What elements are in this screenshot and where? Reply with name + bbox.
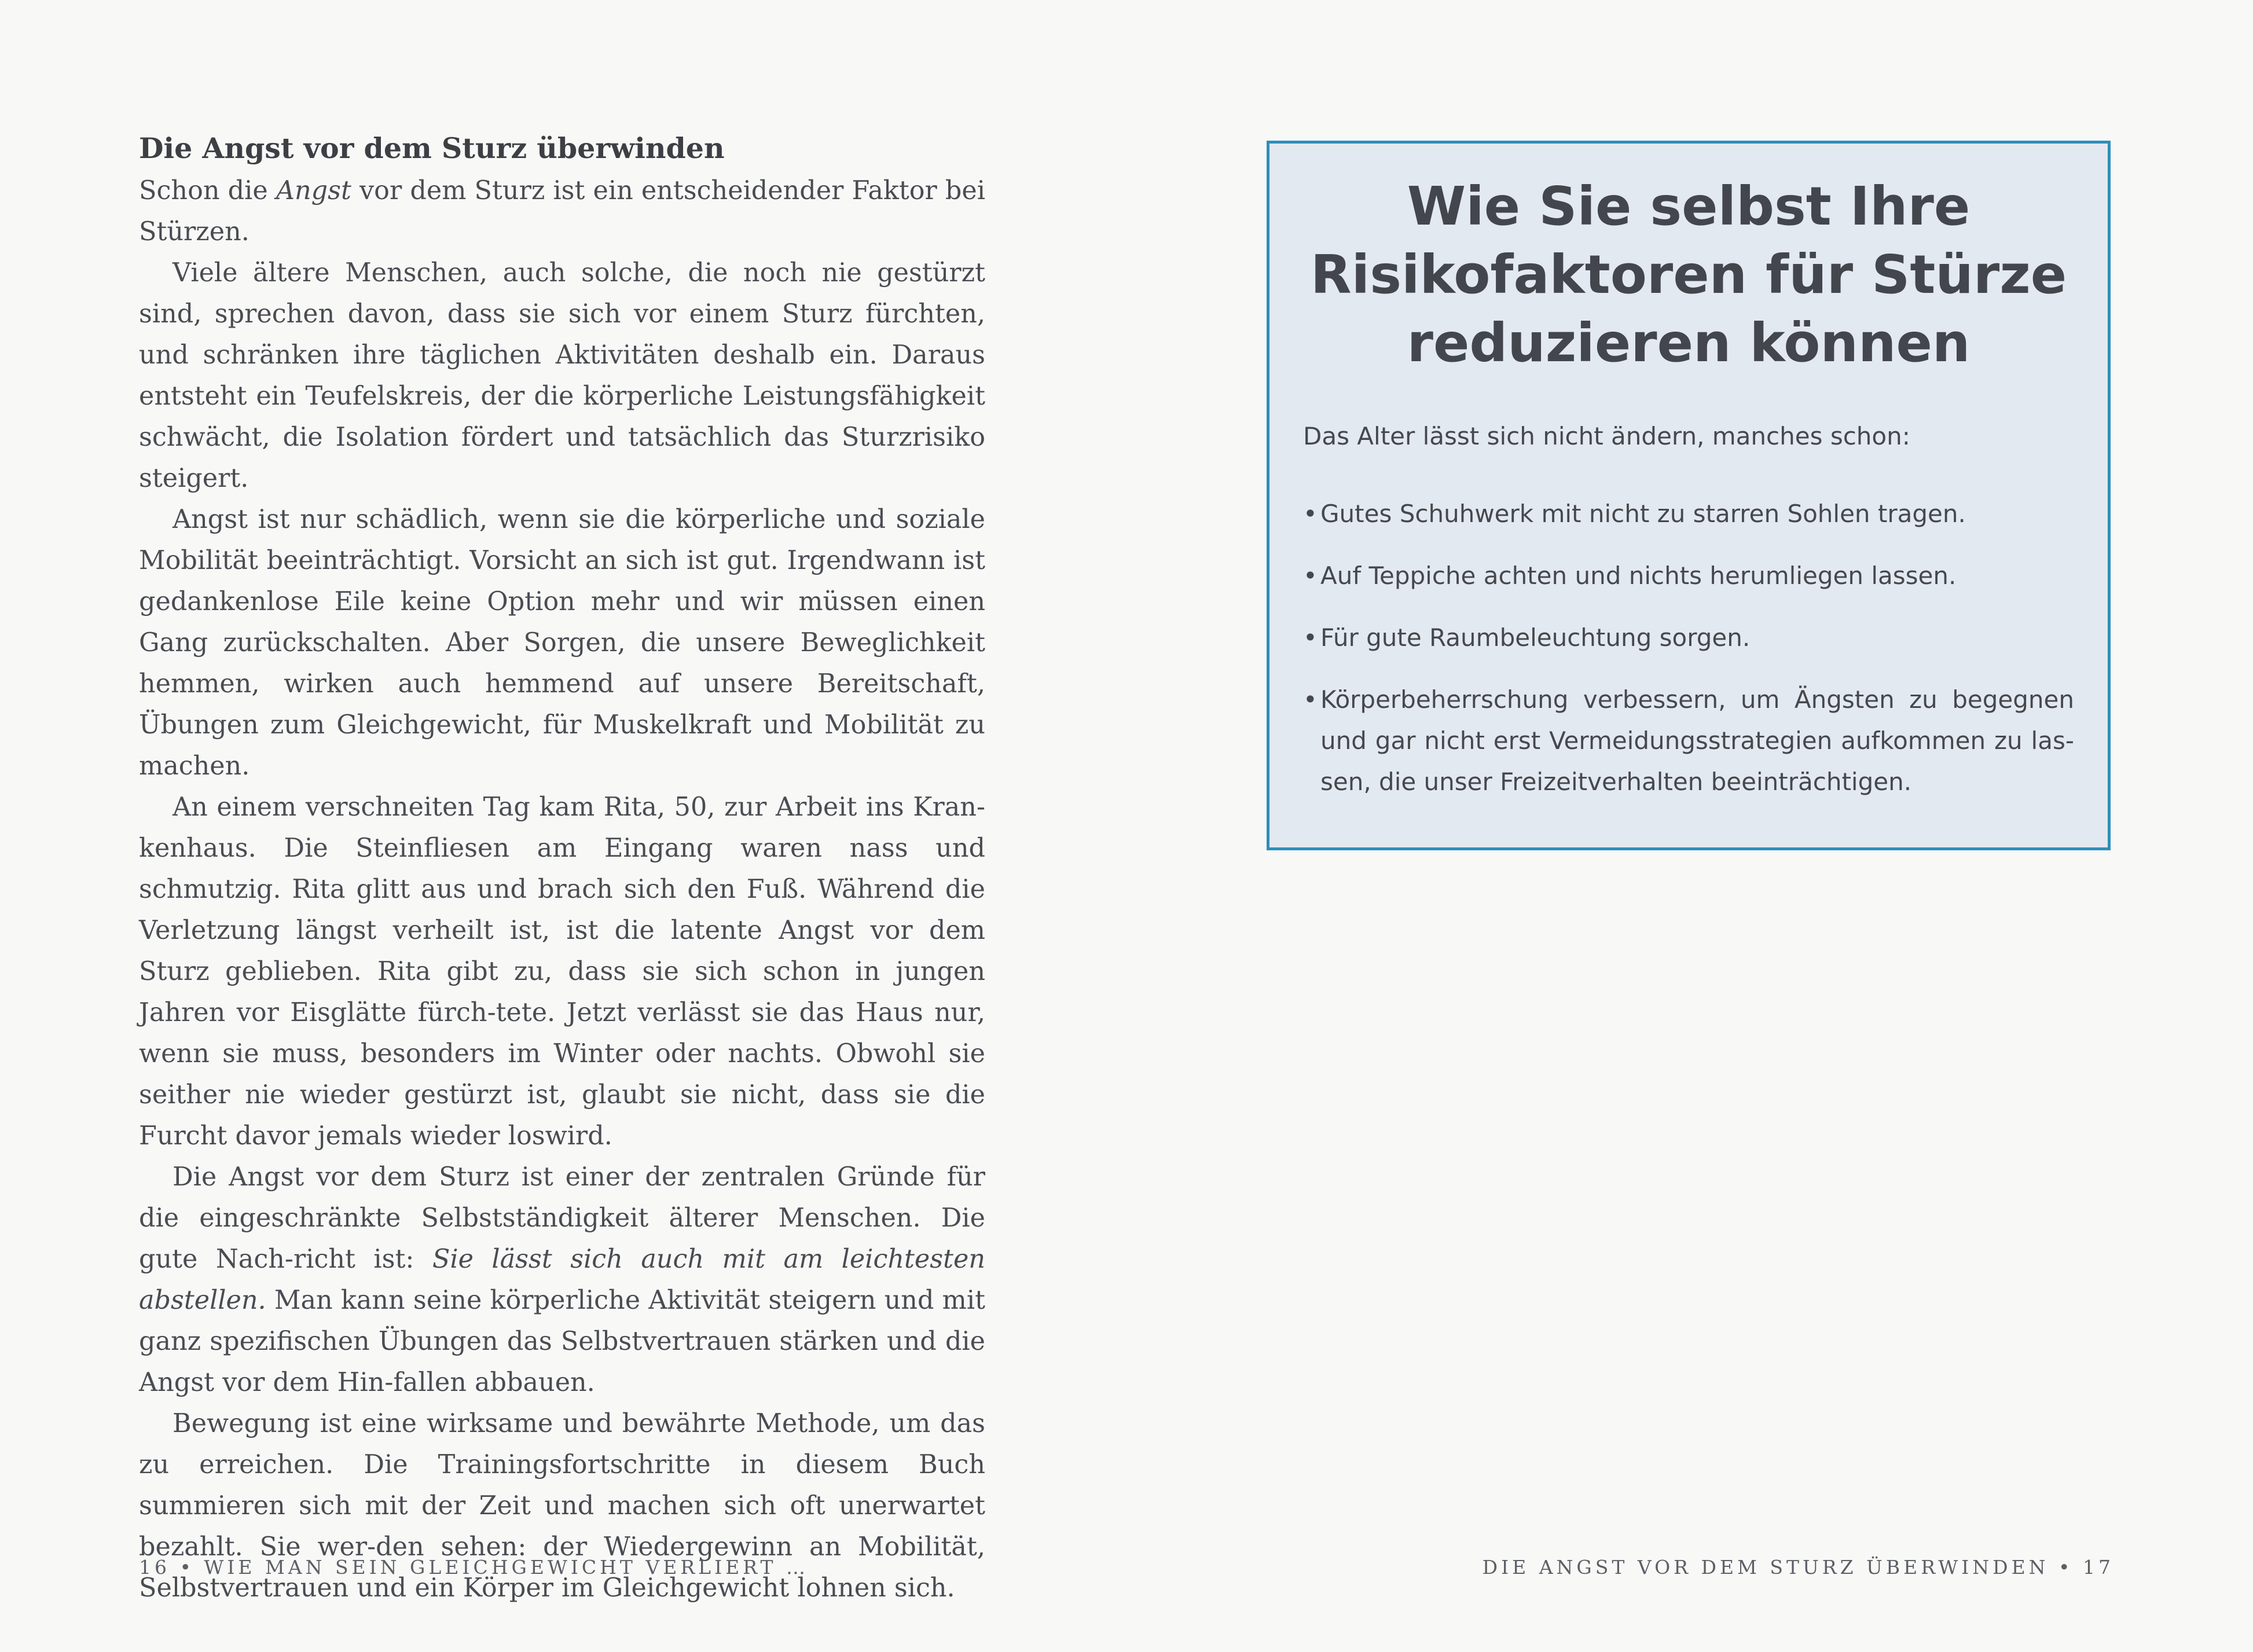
tip-text: Für gute Raumbeleuchtung sorgen. <box>1320 623 1751 652</box>
right-page <box>1126 0 2253 1652</box>
tip-list-item <box>1303 617 2074 658</box>
paragraph-1-end: vor dem Sturz ist ein entscheidender Faktor bei Stürzen. <box>139 176 985 247</box>
tip-text: Auf Teppiche achten und nichts herumliegen lassen. <box>1320 561 1957 590</box>
tip-list-item <box>1303 679 2074 802</box>
paragraph-1-start: Schon die <box>139 176 276 205</box>
paragraph-5-end: Man kann seine körperliche Aktivität steigern und mit ganz spezifischen Übungen das Selbstvertrauen stärken und die Angst vor dem Hin-fallen abbauen. <box>139 1286 985 1397</box>
bullet-icon: • <box>1303 623 1318 652</box>
left-page-footer: 16 • WIE MAN SEIN GLEICHGEWICHT VERLIERT … <box>139 1556 809 1578</box>
paragraph-5-start: Die Angst vor dem Sturz ist einer der zentralen Gründe für die eingeschränkte Selbstständigkeit älterer Menschen. Die gute Nach-richt ist: <box>139 1162 985 1274</box>
section-heading: Die Angst vor dem Sturz überwinden <box>139 131 725 165</box>
paragraph-5-emphasis: Sie lässt sich auch mit am leichtesten abstellen. <box>139 1244 985 1315</box>
tip-text: Körperbeherrschung verbessern, um Ängsten zu begegnen und gar nicht erst Vermeidungsstrategien aufkommen zu las-sen, die unser Freizeitverhalten beeinträchtigen. <box>1320 685 2074 796</box>
paragraph-1-emphasis: Angst <box>276 176 351 205</box>
paragraph-2: Viele ältere Menschen, auch solche, die noch nie gestürzt sind, sprechen davon, dass sie sich vor einem Sturz fürchten, und schränken ihre täglichen Aktivitäten deshalb ein. Daraus entsteht ein Teufelskreis, der die körperliche Leistungsfähigkeit schwächt, die Isolation fördert und tatsächlich das Sturzrisiko steigert. <box>139 258 985 493</box>
tip-box <box>1267 141 2111 850</box>
paragraph-6: Bewegung ist eine wirksame und bewährte Methode, um das zu erreichen. Die Trainingsfortschritte in diesem Buch summieren sich mit der Zeit und machen sich oft unerwartet bezahlt. Sie wer-den sehen: der Wiedergewinn an Mobilität, Selbstvertrauen und ein Körper im Gleichgewicht lohnen sich. <box>139 1409 985 1603</box>
tip-list-item <box>1303 493 2074 534</box>
tip-list-item <box>1303 555 2074 596</box>
left-page <box>0 0 1126 1652</box>
tip-box-intro: Das Alter lässt sich nicht ändern, manches schon: <box>1303 422 1910 450</box>
paragraph-5 <box>139 1157 985 1403</box>
right-page-footer: DIE ANGST VOR DEM STURZ ÜBERWINDEN • 17 <box>1482 1556 2114 1578</box>
paragraph-4: An einem verschneiten Tag kam Rita, 50, zur Arbeit ins Kran-kenhaus. Die Steinfliesen am Eingang waren nass und schmutzig. Rita glitt aus und brach sich den Fuß. Während die Verletzung längst verheilt ist, ist die latente Angst vor dem Sturz geblieben. Rita gibt zu, dass sie sich schon in jungen Jahren vor Eisglätte fürch-tete. Jetzt verlässt sie das Haus nur, wenn sie muss, besonders im Winter oder nachts. Obwohl sie seither nie wieder gestürzt ist, glaubt sie nicht, dass sie die Furcht davor jemals wieder loswird. <box>139 792 985 1151</box>
tip-list <box>1303 493 2074 802</box>
bullet-icon: • <box>1303 500 1318 528</box>
tip-box-title: Wie Sie selbst Ihre Risikofaktoren für Stürze reduzieren können <box>1310 175 2067 374</box>
paragraph-1 <box>139 170 985 252</box>
bullet-icon: • <box>1303 685 1318 714</box>
tip-text: Gutes Schuhwerk mit nicht zu starren Sohlen tragen. <box>1320 500 1966 528</box>
left-text-column <box>139 126 985 1609</box>
paragraph-3: Angst ist nur schädlich, wenn sie die körperliche und soziale Mobilität beeinträchtigt. Vorsicht an sich ist gut. Irgendwann ist gedankenlose Eile keine Option mehr und wir müssen einen Gang zurückschalten. Aber Sorgen, die unsere Beweglichkeit hemmen, wirken auch hemmend auf unsere Bereitschaft, Übungen zum Gleichgewicht, für Muskelkraft und Mobilität zu machen. <box>139 505 985 781</box>
bullet-icon: • <box>1303 561 1318 590</box>
